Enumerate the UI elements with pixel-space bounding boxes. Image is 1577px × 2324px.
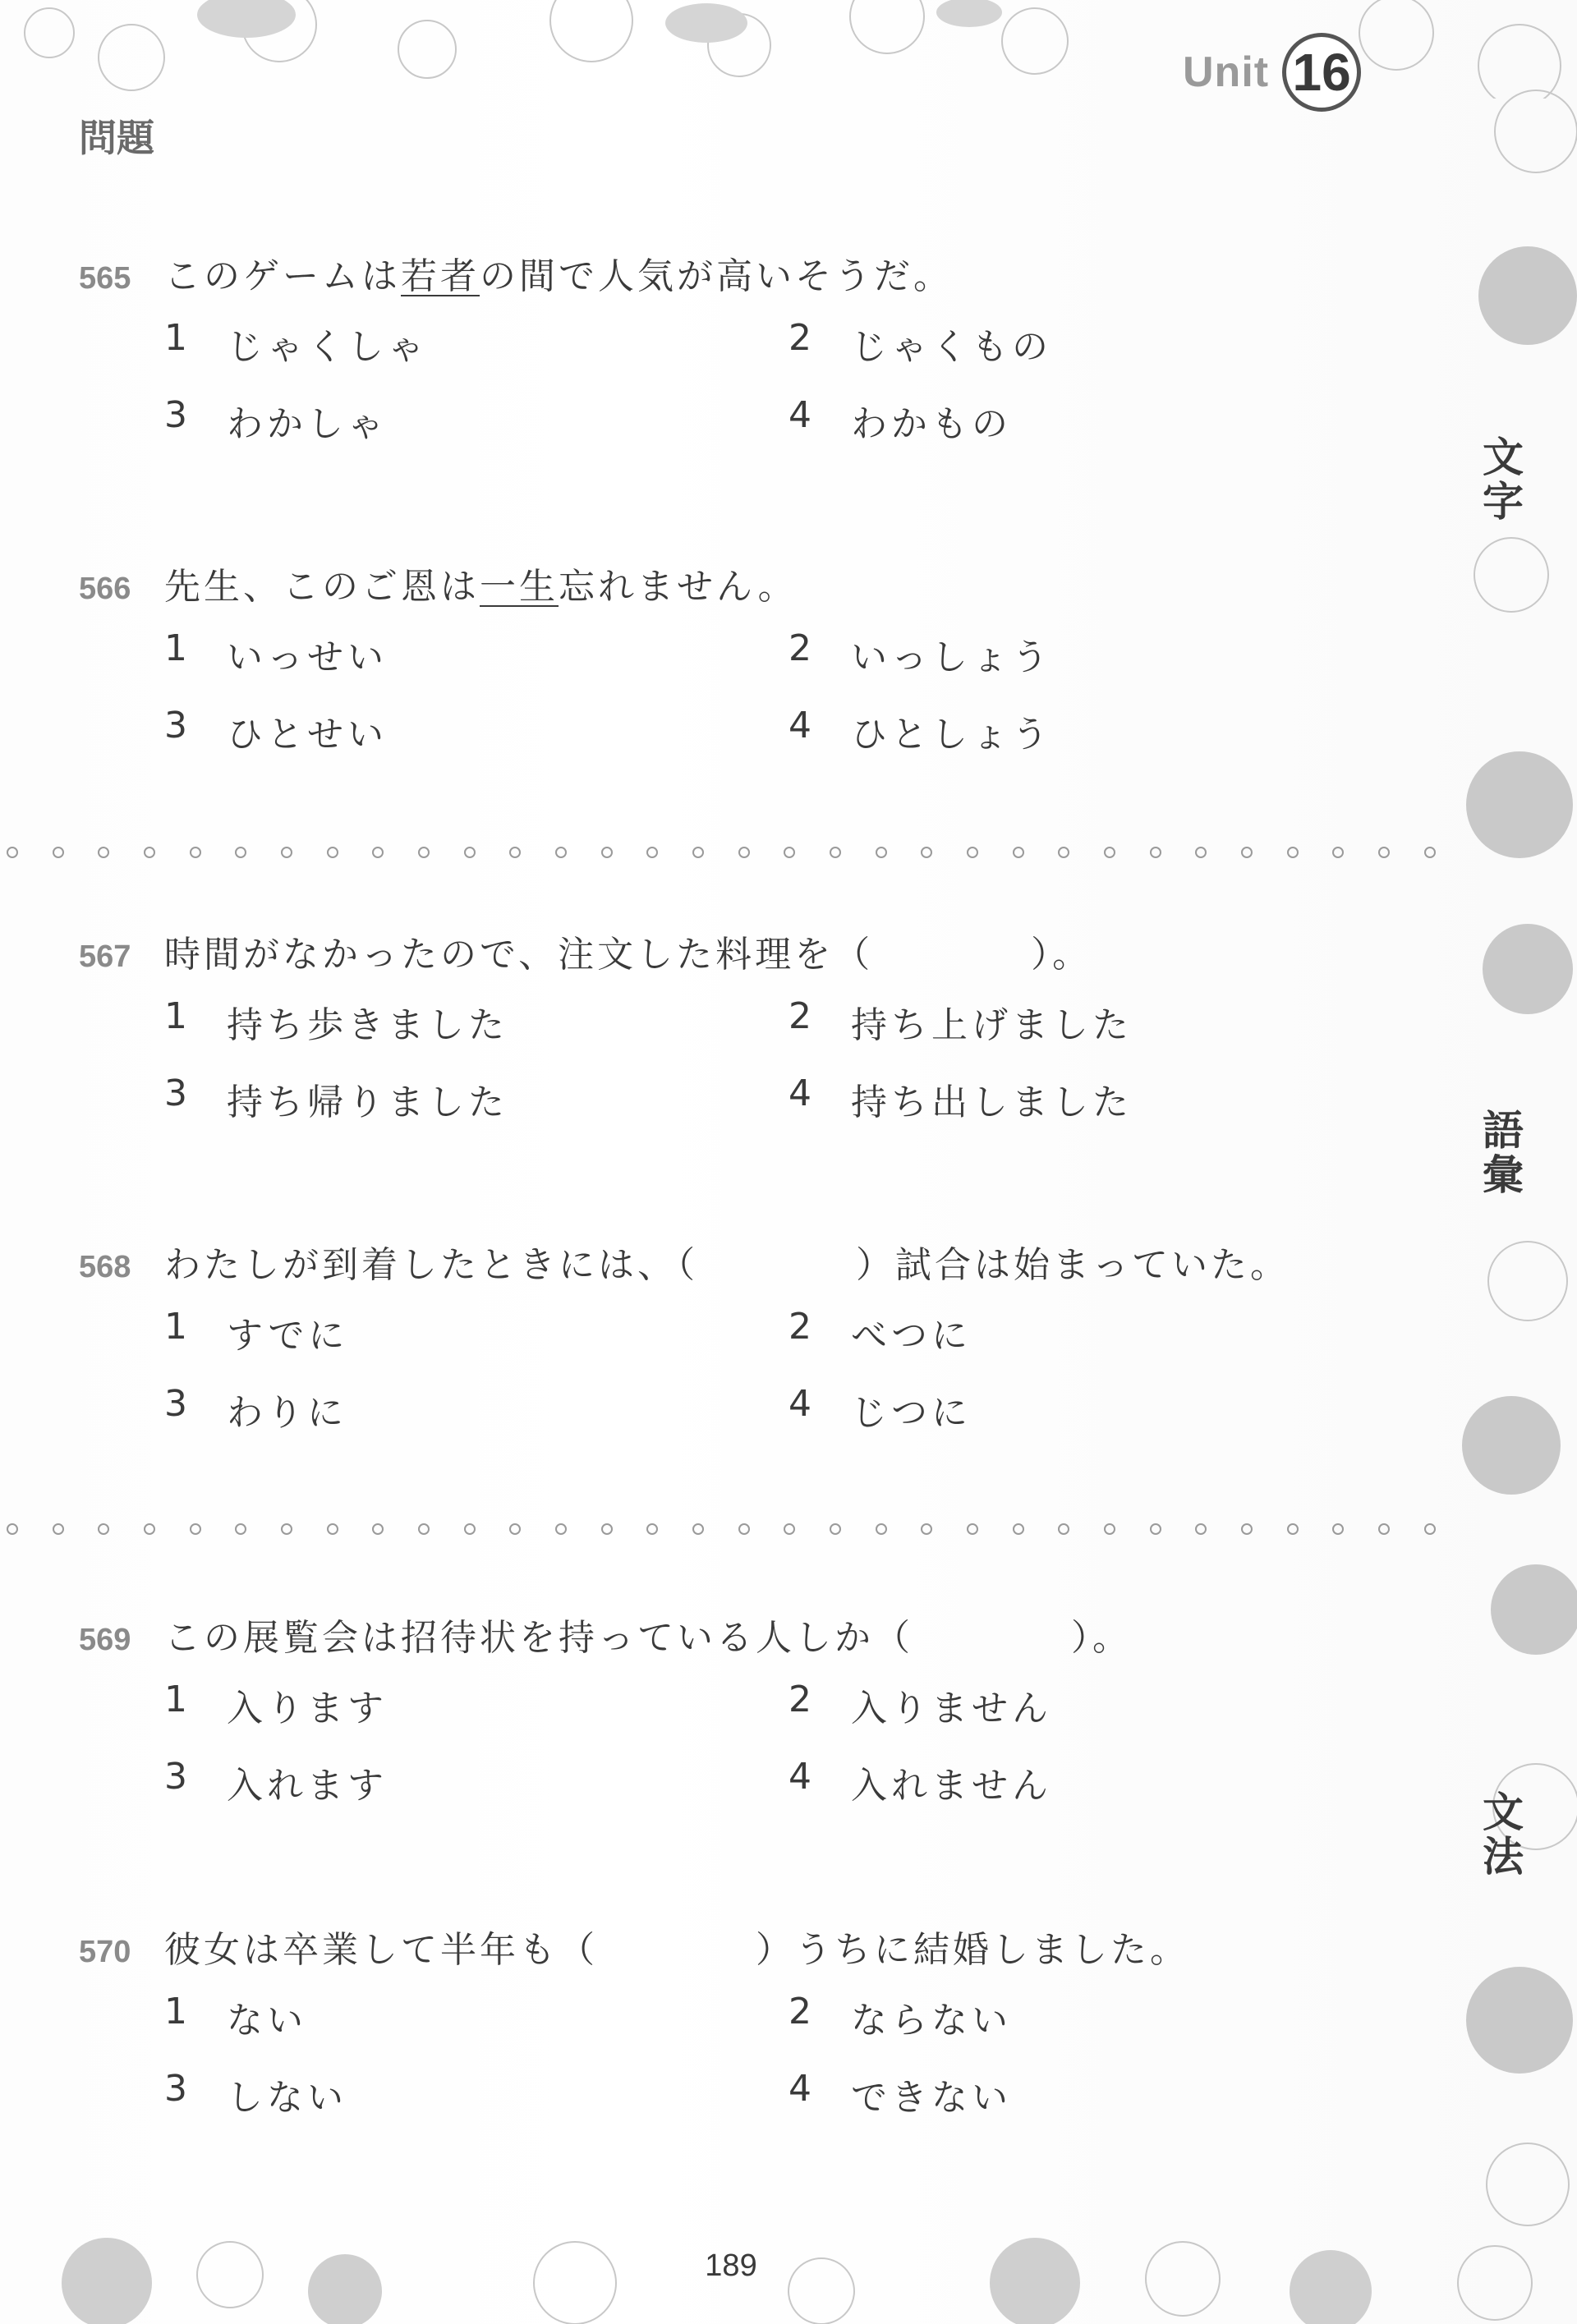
question-stem xyxy=(79,1235,1360,1288)
option-1[interactable]: 1 すでに xyxy=(164,1306,349,1357)
question-number: 565 xyxy=(79,261,131,296)
option-2[interactable]: 2 入りません xyxy=(788,1679,1052,1729)
question-stem xyxy=(79,1608,1360,1660)
page-number: 189 xyxy=(705,2248,757,2283)
question-number: 567 xyxy=(79,939,131,974)
stem-text: この展覧会は招待状を持っている人しか（ ）。 xyxy=(164,1617,1132,1659)
section-heading: 問題 xyxy=(79,116,154,160)
option-4[interactable]: 4 入れません xyxy=(788,1756,1052,1807)
option-3[interactable]: 3 わりに xyxy=(164,1383,347,1434)
option-3[interactable]: 3 わかしゃ xyxy=(164,394,388,445)
question-stem xyxy=(79,925,1360,977)
option-4[interactable]: 4 できない xyxy=(788,2068,1012,2119)
option-1[interactable]: 1 入ります xyxy=(164,1679,388,1729)
question-number: 568 xyxy=(79,1250,131,1284)
side-tab-bunpou: 文法 xyxy=(1476,1790,1524,1879)
option-3[interactable]: 3 入れます xyxy=(164,1756,388,1807)
stem-text: わたしが到着したときには、（ ）試合は始まっていた。 xyxy=(164,1244,1290,1286)
option-3[interactable]: 3 ひとせい xyxy=(164,705,388,756)
option-1[interactable]: 1 いっせい xyxy=(164,627,388,678)
question-stem xyxy=(79,246,1360,299)
option-2[interactable]: 2 べつに xyxy=(788,1306,972,1357)
question-565 xyxy=(79,246,1360,447)
question-stem xyxy=(79,1920,1360,1973)
dotted-divider xyxy=(0,844,1436,861)
option-3[interactable]: 3 しない xyxy=(164,2068,347,2119)
question-567 xyxy=(79,925,1360,1125)
option-2[interactable]: 2 いっしょう xyxy=(788,627,1052,678)
option-3[interactable]: 3 持ち帰りました xyxy=(164,1072,508,1123)
answer-options xyxy=(164,995,1360,1125)
unit-label: Unit xyxy=(1183,48,1270,96)
stem-text: 彼女は卒業して半年も（ ）うちに結婚しました。 xyxy=(164,1929,1189,1971)
underlined-word: 若者 xyxy=(401,255,480,297)
option-4[interactable]: 4 わかもの xyxy=(788,394,1012,445)
option-4[interactable]: 4 持ち出しました xyxy=(788,1072,1133,1123)
question-568 xyxy=(79,1235,1360,1435)
unit-header xyxy=(1183,33,1361,112)
answer-options xyxy=(164,627,1360,757)
answer-options xyxy=(164,1306,1360,1435)
option-1[interactable]: 1 ない xyxy=(164,1991,307,2042)
question-570 xyxy=(79,1920,1360,2120)
option-4[interactable]: 4 ひとしょう xyxy=(788,705,1052,756)
answer-options xyxy=(164,1679,1360,1808)
question-number: 570 xyxy=(79,1935,131,1969)
question-566 xyxy=(79,557,1360,757)
question-569 xyxy=(79,1608,1360,1808)
stem-text: 時間がなかったので、注文した料理を（ ）。 xyxy=(164,934,1092,976)
option-2[interactable]: 2 ならない xyxy=(788,1991,1012,2042)
question-number: 566 xyxy=(79,572,131,606)
side-tab-goi: 語彙 xyxy=(1476,1109,1524,1197)
option-1[interactable]: 1 じゃくしゃ xyxy=(164,317,428,368)
stem-text: 先生、このご恩は一生忘れません。 xyxy=(164,566,798,608)
option-1[interactable]: 1 持ち歩きました xyxy=(164,995,508,1046)
option-2[interactable]: 2 じゃくもの xyxy=(788,317,1052,368)
option-2[interactable]: 2 持ち上げました xyxy=(788,995,1133,1046)
stem-text: このゲームは若者の間で人気が高いそうだ。 xyxy=(164,255,953,297)
unit-number-badge: 16 xyxy=(1282,33,1361,112)
answer-options xyxy=(164,317,1360,447)
answer-options xyxy=(164,1991,1360,2120)
option-4[interactable]: 4 じつに xyxy=(788,1383,972,1434)
question-number: 569 xyxy=(79,1623,131,1657)
question-stem xyxy=(79,557,1360,609)
underlined-word: 一生 xyxy=(480,566,559,608)
side-tab-moji: 文字 xyxy=(1476,435,1524,524)
dotted-divider xyxy=(0,1521,1436,1537)
